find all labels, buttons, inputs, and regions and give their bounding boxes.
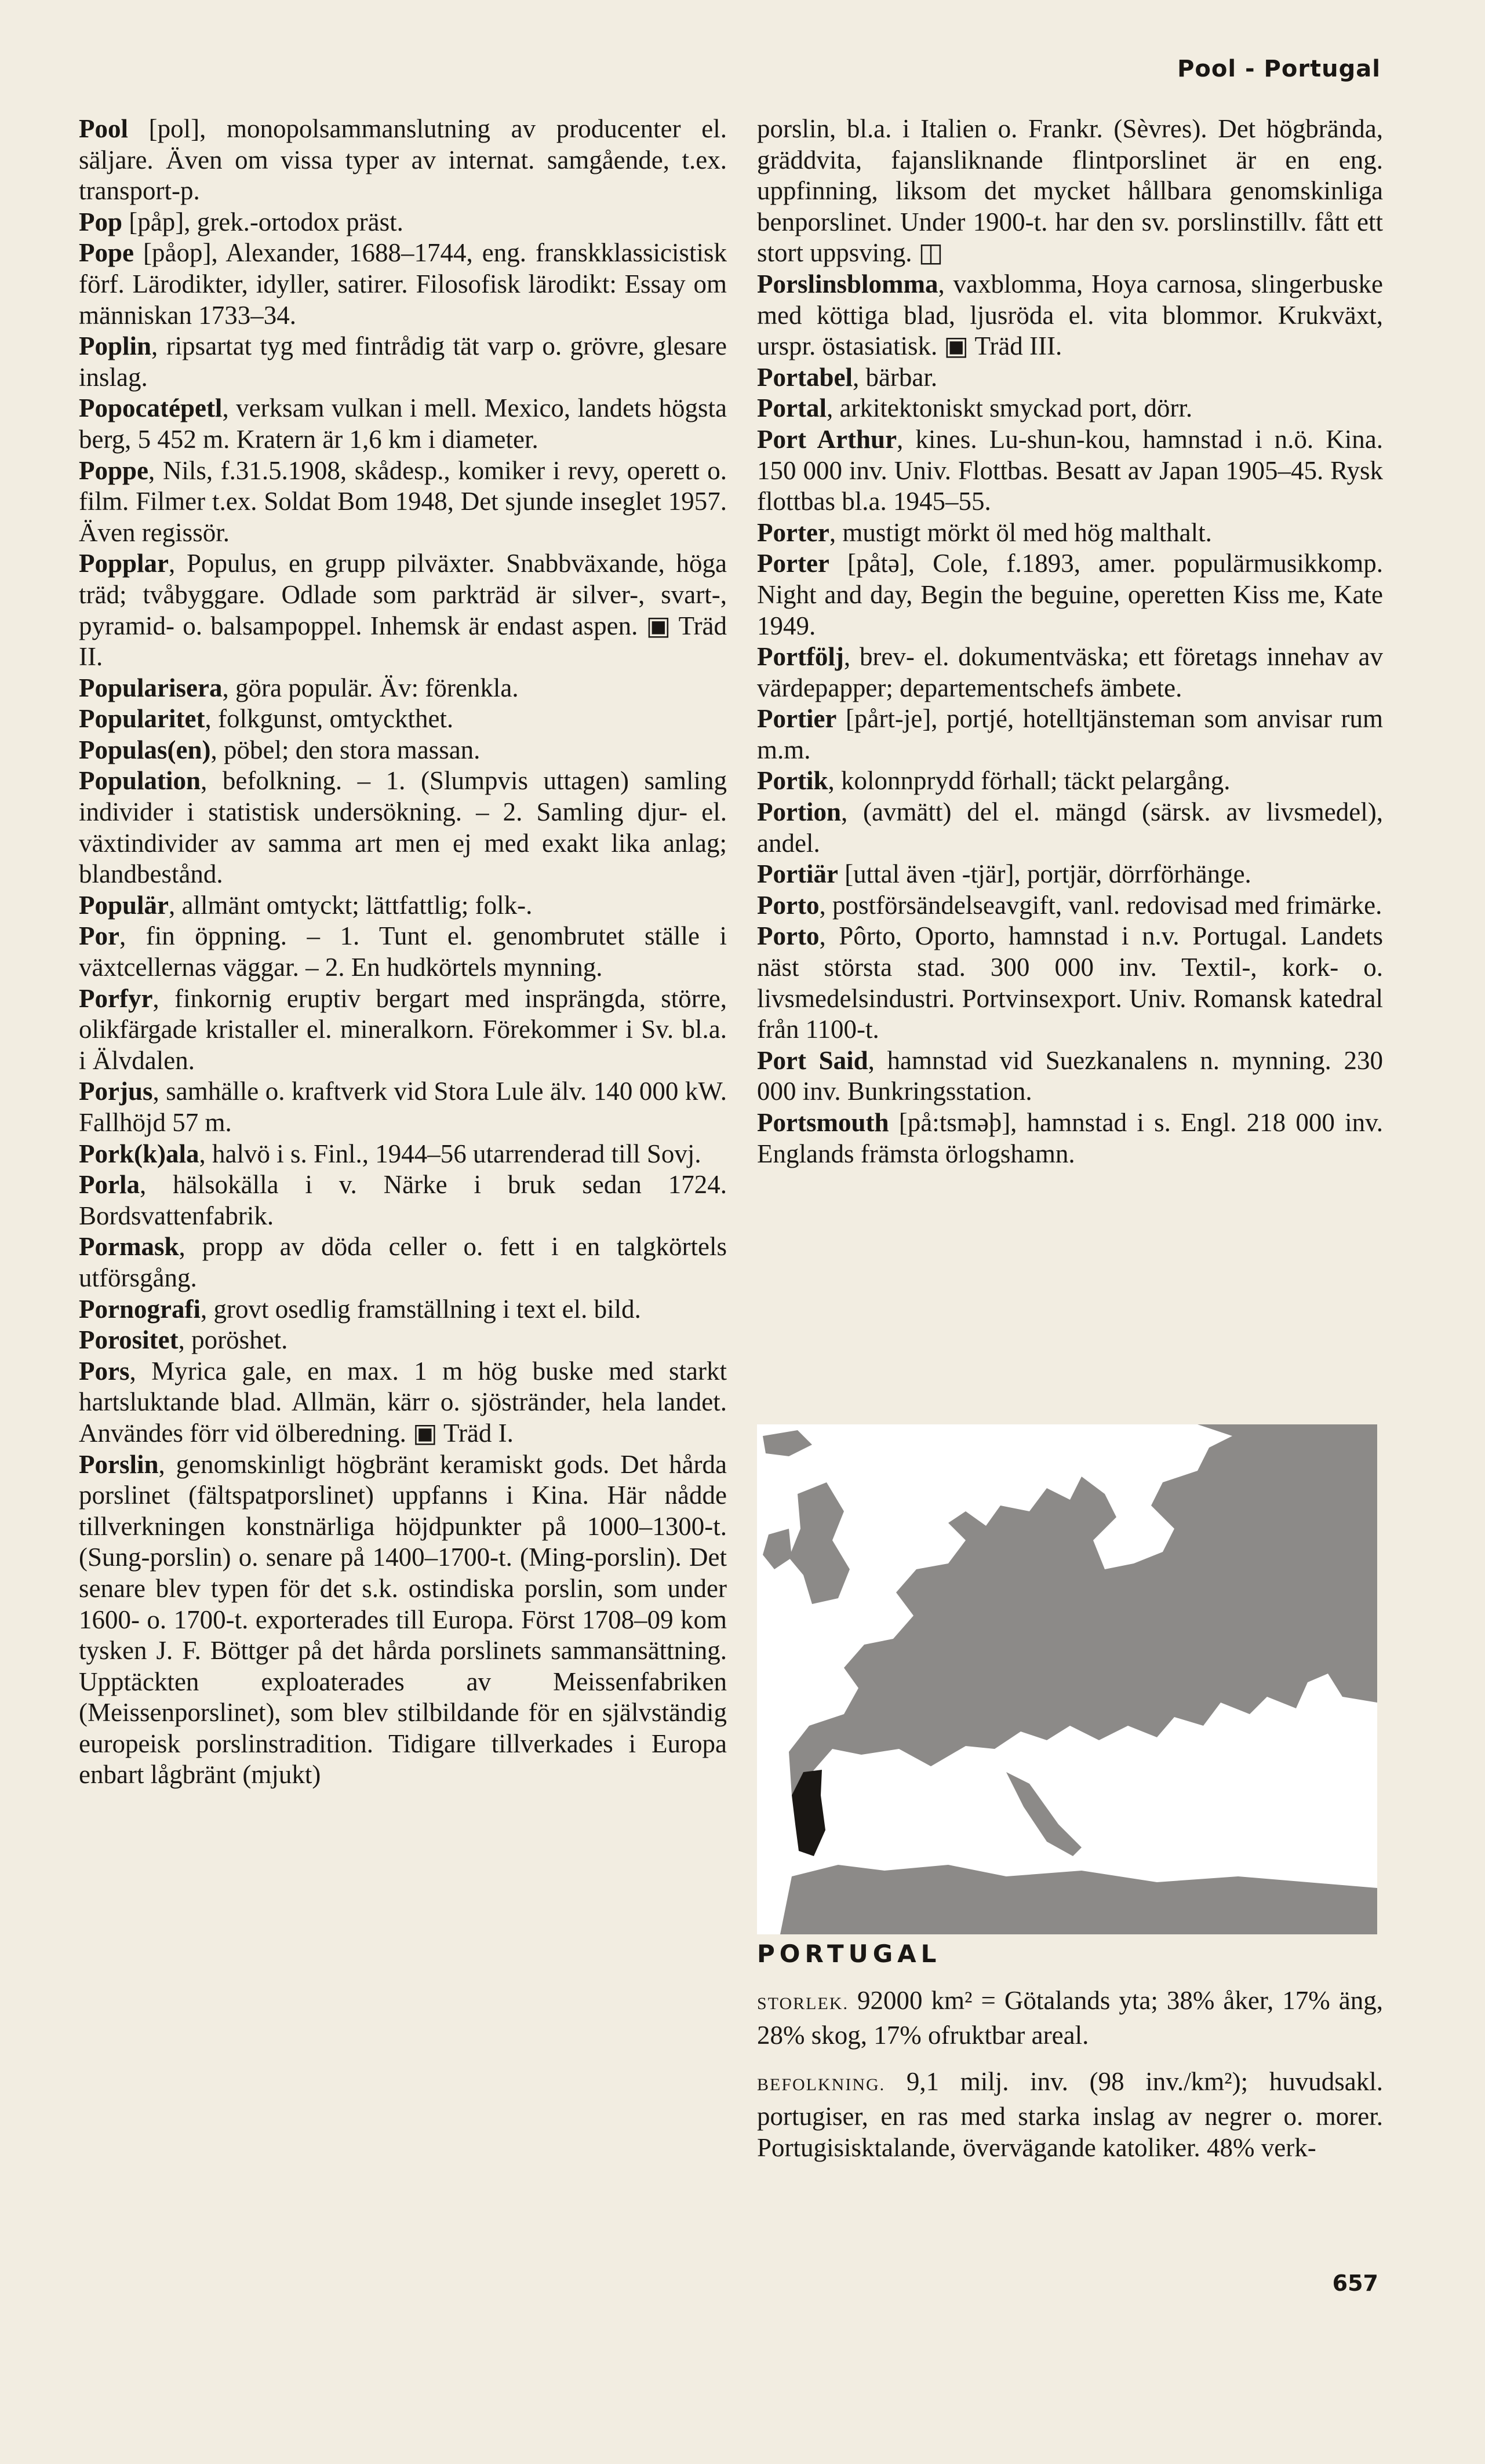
entry-text: , fin öppning. – 1. Tunt el. genombrutet ställe i växtcellernas väggar. – 2. En hudkörtels mynning. <box>79 921 727 982</box>
dictionary-entry <box>757 114 1383 269</box>
entry-headword: Porjus <box>79 1077 153 1106</box>
entry-headword: Porto <box>757 890 820 920</box>
entry-headword: Pors <box>79 1356 130 1386</box>
dictionary-entry <box>79 921 727 983</box>
portugal-facts <box>757 1985 1383 2163</box>
dictionary-entry <box>79 1294 727 1325</box>
entry-headword: Porter <box>757 517 829 547</box>
entry-headword: Portiär <box>757 859 838 889</box>
left-column <box>79 114 727 1791</box>
dictionary-entry <box>79 983 727 1077</box>
entry-text: , göra populär. Äv: förenkla. <box>222 673 519 702</box>
dictionary-entry <box>757 548 1383 641</box>
dictionary-entry <box>757 797 1383 859</box>
entry-text: , Populus, en grupp pilväxter. Snabbväxande, höga träd; tvåbyggare. Odlade som parkträd är silver-, svart-, pyramid- o. balsampoppel. Inhemsk är endast aspen. ▣ Träd II. <box>79 549 727 672</box>
entry-headword: Popularisera <box>79 673 223 702</box>
entry-text: , poröshet. <box>178 1325 288 1355</box>
portugal-fact <box>757 1985 1383 2051</box>
entry-text: , ripsartat tyg med fintrådig tät varp o. grövre, glesare inslag. <box>79 331 727 392</box>
portugal-locator-map <box>757 1424 1377 1934</box>
dictionary-entry <box>79 890 727 921</box>
fact-label: STORLEK. <box>757 1994 849 2013</box>
dictionary-entry <box>757 921 1383 1045</box>
entry-text: , Myrica gale, en max. 1 m hög buske med starkt hartsluktande blad. Allmän, kärr o. sjöstränder, hela landet. Användes förr vid ölberedning. ▣ Träd I. <box>79 1356 727 1448</box>
fact-text: 92000 km² = Götalands yta; 38% åker, 17% äng, 28% skog, 17% ofruktbar areal. <box>757 1986 1383 2050</box>
entry-text: , pöbel; den stora massan. <box>210 735 481 764</box>
dictionary-entry <box>79 673 727 704</box>
entry-text: , Pôrto, Oporto, hamnstad i n.v. Portugal. Landets näst största stad. 300 000 inv. Textil-, kork- o. livsmedelsindustri. Portvinsexport. Univ. Romansk katedral från 1100-t. <box>757 921 1383 1044</box>
dictionary-entry <box>79 548 727 672</box>
entry-text: , brev- el. dokumentväska; ett företags innehav av värdepapper; departementschefs ämbete. <box>757 642 1383 702</box>
dictionary-entry <box>79 114 727 207</box>
running-head: Pool - Portugal <box>1177 56 1381 82</box>
dictionary-entry <box>79 1449 727 1791</box>
dictionary-entry <box>79 331 727 393</box>
dictionary-entry <box>79 1076 727 1138</box>
entry-headword: Population <box>79 766 201 796</box>
dictionary-entry <box>79 1325 727 1356</box>
entry-headword: Popplar <box>79 549 169 578</box>
dictionary-entry <box>79 704 727 735</box>
entry-headword: Porto <box>757 921 820 951</box>
entry-text: , befolkning. – 1. (Slumpvis uttagen) samling individer i statistisk undersökning. – 2. Samling djur- el. växtindivider av samma art men ej med exakt lika anlag; blandbestånd. <box>79 766 727 889</box>
entry-text: [pol], monopolsammanslutning av producenter el. säljare. Även om vissa typer av internat. samgående, t.ex. transport-p. <box>79 114 727 206</box>
dictionary-entry <box>757 393 1383 424</box>
entry-text: , postförsändelseavgift, vanl. redovisad med frimärke. <box>819 890 1382 920</box>
entry-headword: Porla <box>79 1170 140 1200</box>
entry-headword: Pormask <box>79 1232 179 1262</box>
entry-headword: Populas(en) <box>79 735 211 764</box>
dictionary-entry <box>757 1107 1383 1169</box>
entry-headword: Porslin <box>79 1449 159 1479</box>
dictionary-entry <box>757 269 1383 362</box>
fact-label: BEFOLKNING. <box>757 2075 886 2094</box>
entry-headword: Portion <box>757 797 841 827</box>
page-number: 657 <box>1332 2270 1378 2296</box>
dictionary-entry <box>79 766 727 890</box>
entry-headword: Porositet <box>79 1325 179 1355</box>
entry-text: , kolonnprydd förhall; täckt pelargång. <box>828 766 1231 796</box>
entry-text: , allmänt omtyckt; lättfattlig; folk-. <box>169 890 533 920</box>
dictionary-entry <box>757 859 1383 890</box>
dictionary-entry <box>79 1231 727 1293</box>
entry-text: , (avmätt) del el. mängd (särsk. av livsmedel), andel. <box>757 797 1383 858</box>
portugal-fact <box>757 2066 1383 2163</box>
dictionary-entry <box>79 455 727 549</box>
entry-text: [påtə], Cole, f.1893, amer. populärmusikkomp. Night and day, Begin the beguine, operetten Kiss me, Kate 1949. <box>757 549 1383 640</box>
entry-text: , samhälle o. kraftverk vid Stora Lule älv. 140 000 kW. Fallhöjd 57 m. <box>79 1077 727 1137</box>
entry-headword: Popularitet <box>79 704 205 734</box>
entry-headword: Por <box>79 921 119 951</box>
entry-headword: Porter <box>757 549 829 578</box>
entry-headword: Portsmouth <box>757 1108 889 1137</box>
entry-headword: Popocatépetl <box>79 393 223 423</box>
portugal-factbox <box>757 1938 1383 2178</box>
entry-headword: Portier <box>757 704 837 734</box>
entry-headword: Populär <box>79 890 169 920</box>
entry-text: , grovt osedlig framställning i text el. bild. <box>200 1294 641 1324</box>
entry-text: , arkitektoniskt smyckad port, dörr. <box>826 393 1193 423</box>
entry-text: , vaxblomma, Hoya carnosa, slingerbuske med köttiga blad, ljusröda el. vita blommor. Krukväxt, urspr. östasiatisk. ▣ Träd III. <box>757 269 1383 361</box>
dictionary-entry <box>757 890 1383 921</box>
portugal-title: PORTUGAL <box>757 1940 941 1968</box>
dictionary-entry <box>757 424 1383 517</box>
entry-headword: Porslinsblomma <box>757 269 938 298</box>
entry-headword: Port Arthur <box>757 424 897 454</box>
entry-text: [uttal även -tjär], portjär, dörrförhänge. <box>838 859 1251 889</box>
entry-text: , hamnstad vid Suezkanalens n. mynning. 230 000 inv. Bunkringsstation. <box>757 1045 1383 1106</box>
right-column <box>757 114 1383 1169</box>
dictionary-entry <box>79 1169 727 1231</box>
fact-text: 9,1 milj. inv. (98 inv./km²); huvudsakl. portugiser, en ras med starka inslag av negrer o. morer. Portugisisktalande, övervägande katoliker. 48% verk- <box>757 2067 1383 2162</box>
entry-headword: Pornografi <box>79 1294 201 1324</box>
entry-headword: Pork(k)ala <box>79 1139 199 1168</box>
dictionary-entry <box>79 1139 727 1170</box>
entry-text: [på:tsməþ], hamnstad i s. Engl. 218 000 inv. Englands främsta örlogshamn. <box>757 1108 1383 1168</box>
dictionary-entry <box>757 766 1383 797</box>
entry-headword: Portabel <box>757 362 853 392</box>
entry-headword: Port Said <box>757 1045 868 1075</box>
entry-headword: Poppe <box>79 455 149 485</box>
entry-headword: Porfyr <box>79 983 153 1013</box>
entry-text: , verksam vulkan i mell. Mexico, landets högsta berg, 5 452 m. Kratern är 1,6 km i diameter. <box>79 393 727 454</box>
dictionary-entry <box>757 704 1383 766</box>
entry-text: , halvö i s. Finl., 1944–56 utarrenderad till Sovj. <box>199 1139 701 1168</box>
entry-headword: Pool <box>79 114 128 143</box>
entry-text: , finkornig eruptiv bergart med insprängda, större, olikfärgade kristaller el. mineralkorn. Förekommer i Sv. bl.a. i Älvdalen. <box>79 983 727 1075</box>
entry-headword: Portfölj <box>757 642 844 672</box>
entry-text: , propp av döda celler o. fett i en talgkörtels utförsgång. <box>79 1232 727 1292</box>
entry-text: , genomskinligt högbränt keramiskt gods. Det hårda porslinet (fältspatporslinet) uppfanns i Kina. Här nådde tillverkningen konstnärliga höjdpunkter på 1000–1300-t. (Sung-porslin) o. senare på 1400–1700-t. (Ming-porslin). Det senare blev typen för det s.k. ostindiska porslin, som under 1600- o. 1700-t. exporterades till Europa. Först 1708–09 kom tysken J. F. Böttger på det hårda porslinets sammansättning. Upptäckten exploaterades av Meissenfabriken (Meissenporslinet), som blev stilbildande för en självständig europeisk porslinstradition. Tidigare tillverkades i Europa enbart lågbränt (mjukt) <box>79 1449 727 1789</box>
entry-text: , folkgunst, omtyckthet. <box>205 704 454 734</box>
entry-headword: Pop <box>79 207 123 236</box>
entry-text: [påp], grek.-ortodox präst. <box>122 207 403 236</box>
entry-text: , hälsokälla i v. Närke i bruk sedan 1724. Bordsvattenfabrik. <box>79 1170 727 1230</box>
entry-text: porslin, bl.a. i Italien o. Frankr. (Sèvres). Det högbrända, gräddvita, fajansliknande flintporslinet är en eng. uppfinning, liksom det mycket hållbara genomskinliga benporslinet. Under 1900-t. har den sv. porslinstillv. fått ett stort uppsving. ◫ <box>757 114 1383 268</box>
entry-headword: Portik <box>757 766 828 796</box>
entry-text: , kines. Lu-shun-kou, hamnstad i n.ö. Kina. 150 000 inv. Univ. Flottbas. Besatt av Japan 1905–45. Rysk flottbas bl.a. 1945–55. <box>757 424 1383 516</box>
entry-headword: Portal <box>757 393 827 423</box>
entry-text: [påop], Alexander, 1688–1744, eng. franskklassicistisk förf. Lärodikter, idyller, satirer. Filosofisk lärodikt: Essay om människan 1733–34. <box>79 238 727 330</box>
dictionary-entry <box>79 393 727 455</box>
dictionary-entry <box>79 1356 727 1449</box>
dictionary-entry <box>757 362 1383 393</box>
dictionary-entry <box>757 641 1383 704</box>
entry-headword: Poplin <box>79 331 152 361</box>
dictionary-entry <box>79 238 727 331</box>
dictionary-entry <box>757 517 1383 549</box>
dictionary-entry <box>79 735 727 766</box>
dictionary-entry <box>757 1045 1383 1107</box>
dictionary-entry <box>79 207 727 238</box>
entry-text: [pårt-je], portjé, hotelltjänsteman som anvisar rum m.m. <box>757 704 1383 764</box>
entry-headword: Pope <box>79 238 134 268</box>
entry-text: , bärbar. <box>852 362 938 392</box>
entry-text: , Nils, f.31.5.1908, skådesp., komiker i revy, operett o. film. Filmer t.ex. Soldat Bom 1948, Det sjunde inseglet 1957. Även regissör. <box>79 455 727 547</box>
entry-text: , mustigt mörkt öl med hög malthalt. <box>829 517 1212 547</box>
